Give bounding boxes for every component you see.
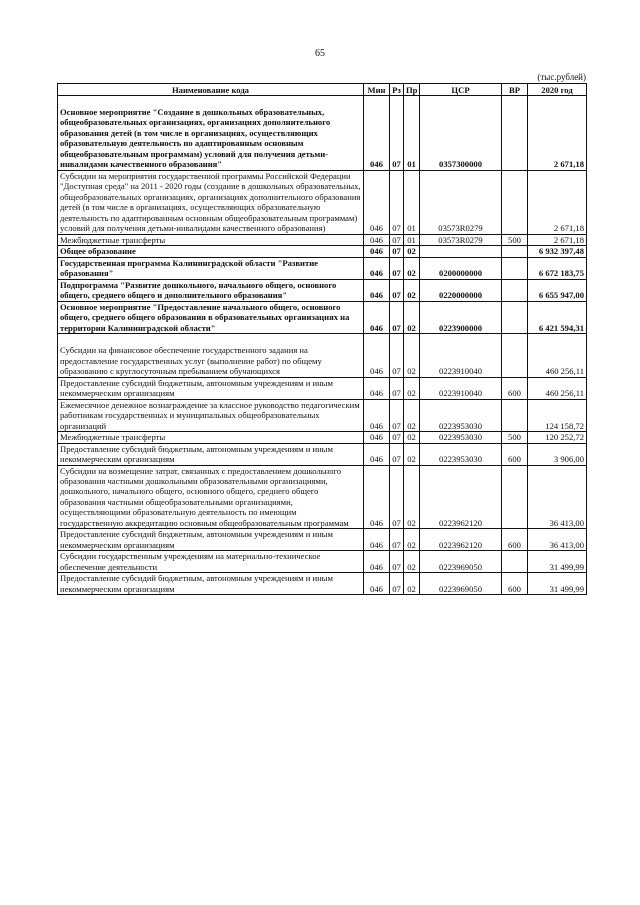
- table-row: [58, 334, 587, 377]
- cell-vr: [502, 279, 528, 301]
- cell-vr: 600: [502, 377, 528, 399]
- cell-rz: 07: [390, 432, 404, 443]
- table-row: [58, 529, 587, 551]
- cell-vr: [502, 246, 528, 257]
- cell-min: 046: [364, 529, 390, 551]
- cell-pr: 01: [404, 170, 420, 234]
- cell-vr: 500: [502, 234, 528, 245]
- cell-min: 046: [364, 377, 390, 399]
- cell-rz: 07: [390, 573, 404, 595]
- header-year: 2020 год: [528, 84, 587, 96]
- table-row: [58, 279, 587, 301]
- budget-table: [57, 83, 587, 595]
- cell-name: Ежемесячное денежное вознаграждение за классное руководство педагогическим работникам государственных и муниципальных общеобразовательных организаций: [58, 399, 364, 431]
- header-pr: Пр: [404, 84, 420, 96]
- table-row: [58, 301, 587, 333]
- cell-rz: 07: [390, 465, 404, 529]
- header-rz: Рз: [390, 84, 404, 96]
- cell-pr: 02: [404, 573, 420, 595]
- cell-csr: 0223962120: [420, 529, 502, 551]
- cell-min: 046: [364, 443, 390, 465]
- cell-vr: [502, 551, 528, 573]
- header-csr: ЦСР: [420, 84, 502, 96]
- cell-min: 046: [364, 399, 390, 431]
- cell-min: 046: [364, 234, 390, 245]
- cell-csr: 0223953030: [420, 443, 502, 465]
- units-note: (тыс.рублей): [537, 72, 586, 82]
- cell-pr: 02: [404, 529, 420, 551]
- cell-min: 046: [364, 170, 390, 234]
- cell-amount: 3 906,00: [528, 443, 587, 465]
- cell-pr: 02: [404, 465, 420, 529]
- cell-csr: 0223953030: [420, 432, 502, 443]
- cell-rz: 07: [390, 399, 404, 431]
- cell-amount: 120 252,72: [528, 432, 587, 443]
- cell-vr: [502, 257, 528, 279]
- cell-csr: [420, 246, 502, 257]
- cell-csr: 03573R0279: [420, 170, 502, 234]
- cell-rz: 07: [390, 234, 404, 245]
- cell-amount: 6 672 183,75: [528, 257, 587, 279]
- cell-vr: [502, 170, 528, 234]
- cell-rz: 07: [390, 279, 404, 301]
- cell-name: Подпрограмма "Развитие дошкольного, начального общего, основного общего, среднего общего и дополнительного образования": [58, 279, 364, 301]
- cell-name-text: Основное мероприятие "Создание в дошкольных образовательных, общеобразовательных организациях, организациях дополнительного образования детей (в том числе в организациях, осуществляющих образовательную деятельность по адаптированным основным общеобразовательным программам) условий для получения детьми-инвалидами качественного образования": [60, 107, 331, 170]
- cell-rz: 07: [390, 377, 404, 399]
- cell-csr: 0223953030: [420, 399, 502, 431]
- table-row: [58, 96, 587, 171]
- cell-name: Межбюджетные трансферты: [58, 432, 364, 443]
- cell-name: Основное мероприятие "Предоставление начального общего, основного общего, среднего общего образования в образовательных организациях на территории Калининградской области": [58, 301, 364, 333]
- cell-rz: 07: [390, 170, 404, 234]
- cell-rz: 07: [390, 551, 404, 573]
- header-vr: ВР: [502, 84, 528, 96]
- cell-rz: 07: [390, 96, 404, 171]
- cell-amount: 6 655 947,00: [528, 279, 587, 301]
- cell-amount: 2 671,18: [528, 170, 587, 234]
- cell-name: Общее образование: [58, 246, 364, 257]
- cell-min: 046: [364, 246, 390, 257]
- table-header-row: [58, 84, 587, 96]
- table-row: [58, 443, 587, 465]
- table-row: [58, 432, 587, 443]
- cell-rz: 07: [390, 443, 404, 465]
- table-body: [58, 96, 587, 595]
- cell-csr: 0357300000: [420, 96, 502, 171]
- cell-name: Предоставление субсидий бюджетным, автономным учреждениям и иным некоммерческим организациям: [58, 573, 364, 595]
- cell-min: 046: [364, 334, 390, 377]
- cell-pr: 02: [404, 301, 420, 333]
- header-min: Мин: [364, 84, 390, 96]
- cell-min: 046: [364, 279, 390, 301]
- table-row: [58, 246, 587, 257]
- cell-name: Субсидии на мероприятия государственной программы Российской Федерации "Доступная среда" на 2011 - 2020 годы (создание в дошкольных образовательных, общеобразовательных организациях, организациях дополнительного образования детей (в том числе в организациях, осуществляющих образовательную деятельность по адаптированным основным общеобразовательным программам) условий для получения детьми-инвалидами качественного образования): [58, 170, 364, 234]
- cell-min: 046: [364, 551, 390, 573]
- cell-pr: 02: [404, 551, 420, 573]
- cell-pr: 02: [404, 399, 420, 431]
- cell-name: Субсидии государственным учреждениям на материально-техническое обеспечение деятельности: [58, 551, 364, 573]
- cell-csr: 0223969050: [420, 551, 502, 573]
- cell-vr: [502, 465, 528, 529]
- cell-rz: 07: [390, 529, 404, 551]
- cell-min: 046: [364, 96, 390, 171]
- cell-name: Предоставление субсидий бюджетным, автономным учреждениям и иным некоммерческим организациям: [58, 443, 364, 465]
- cell-amount: 31 499,99: [528, 551, 587, 573]
- cell-amount: 460 256,11: [528, 377, 587, 399]
- cell-csr: 0223969050: [420, 573, 502, 595]
- cell-amount: 2 671,18: [528, 96, 587, 171]
- cell-name: [58, 96, 364, 171]
- cell-pr: 02: [404, 432, 420, 443]
- cell-vr: 600: [502, 443, 528, 465]
- cell-rz: 07: [390, 334, 404, 377]
- cell-rz: 07: [390, 301, 404, 333]
- cell-csr: 0223962120: [420, 465, 502, 529]
- cell-pr: 02: [404, 246, 420, 257]
- cell-min: 046: [364, 301, 390, 333]
- cell-pr: 02: [404, 257, 420, 279]
- cell-csr: 0223910040: [420, 334, 502, 377]
- cell-name: Межбюджетные трансферты: [58, 234, 364, 245]
- cell-csr: 0200000000: [420, 257, 502, 279]
- cell-min: 046: [364, 465, 390, 529]
- table-row: [58, 257, 587, 279]
- table-row: [58, 465, 587, 529]
- cell-vr: 500: [502, 432, 528, 443]
- cell-pr: 02: [404, 334, 420, 377]
- table-row: [58, 399, 587, 431]
- table-row: [58, 234, 587, 245]
- cell-amount: 6 932 397,48: [528, 246, 587, 257]
- cell-amount: 2 671,18: [528, 234, 587, 245]
- page-number: 65: [315, 48, 325, 59]
- cell-name: Предоставление субсидий бюджетным, автономным учреждениям и иным некоммерческим организациям: [58, 377, 364, 399]
- cell-csr: 0223910040: [420, 377, 502, 399]
- cell-rz: 07: [390, 257, 404, 279]
- table-row: [58, 573, 587, 595]
- cell-vr: 600: [502, 529, 528, 551]
- cell-amount: 6 421 594,31: [528, 301, 587, 333]
- row-top-gap: [60, 334, 361, 345]
- cell-amount: 31 499,99: [528, 573, 587, 595]
- cell-name: Государственная программа Калининградской области "Развитие образования": [58, 257, 364, 279]
- cell-vr: [502, 399, 528, 431]
- header-name: Наименование кода: [58, 84, 364, 96]
- cell-vr: [502, 301, 528, 333]
- cell-min: 046: [364, 257, 390, 279]
- table-row: [58, 170, 587, 234]
- cell-pr: 02: [404, 443, 420, 465]
- cell-vr: [502, 96, 528, 171]
- table-row: [58, 377, 587, 399]
- cell-csr: 0223900000: [420, 301, 502, 333]
- cell-name: Предоставление субсидий бюджетным, автономным учреждениям и иным некоммерческим организациям: [58, 529, 364, 551]
- cell-min: 046: [364, 432, 390, 443]
- row-top-gap: [60, 96, 361, 107]
- cell-csr: 03573R0279: [420, 234, 502, 245]
- cell-amount: 36 413,00: [528, 529, 587, 551]
- cell-amount: 460 256,11: [528, 334, 587, 377]
- cell-vr: 600: [502, 573, 528, 595]
- cell-rz: 07: [390, 246, 404, 257]
- cell-pr: 01: [404, 234, 420, 245]
- cell-name: [58, 334, 364, 377]
- cell-pr: 02: [404, 377, 420, 399]
- cell-name-text: Субсидии на финансовое обеспечение государственного задания на предоставление государственных услуг (выполнение работ) по общему образованию с круглосуточным пребыванием обучающихся: [60, 345, 322, 377]
- table-row: [58, 551, 587, 573]
- cell-csr: 0220000000: [420, 279, 502, 301]
- cell-vr: [502, 334, 528, 377]
- cell-amount: 124 158,72: [528, 399, 587, 431]
- cell-amount: 36 413,00: [528, 465, 587, 529]
- cell-pr: 01: [404, 96, 420, 171]
- cell-pr: 02: [404, 279, 420, 301]
- cell-name: Субсидии на возмещение затрат, связанных с предоставлением дошкольного образования частными дошкольными образовательными организациями, дошкольного, начального общего, основного общего, среднего общего образования частными общеобразовательными организациями, осуществляющими образовательную деятельность по имеющим государственную аккредитацию основным общеобразовательным программам: [58, 465, 364, 529]
- cell-min: 046: [364, 573, 390, 595]
